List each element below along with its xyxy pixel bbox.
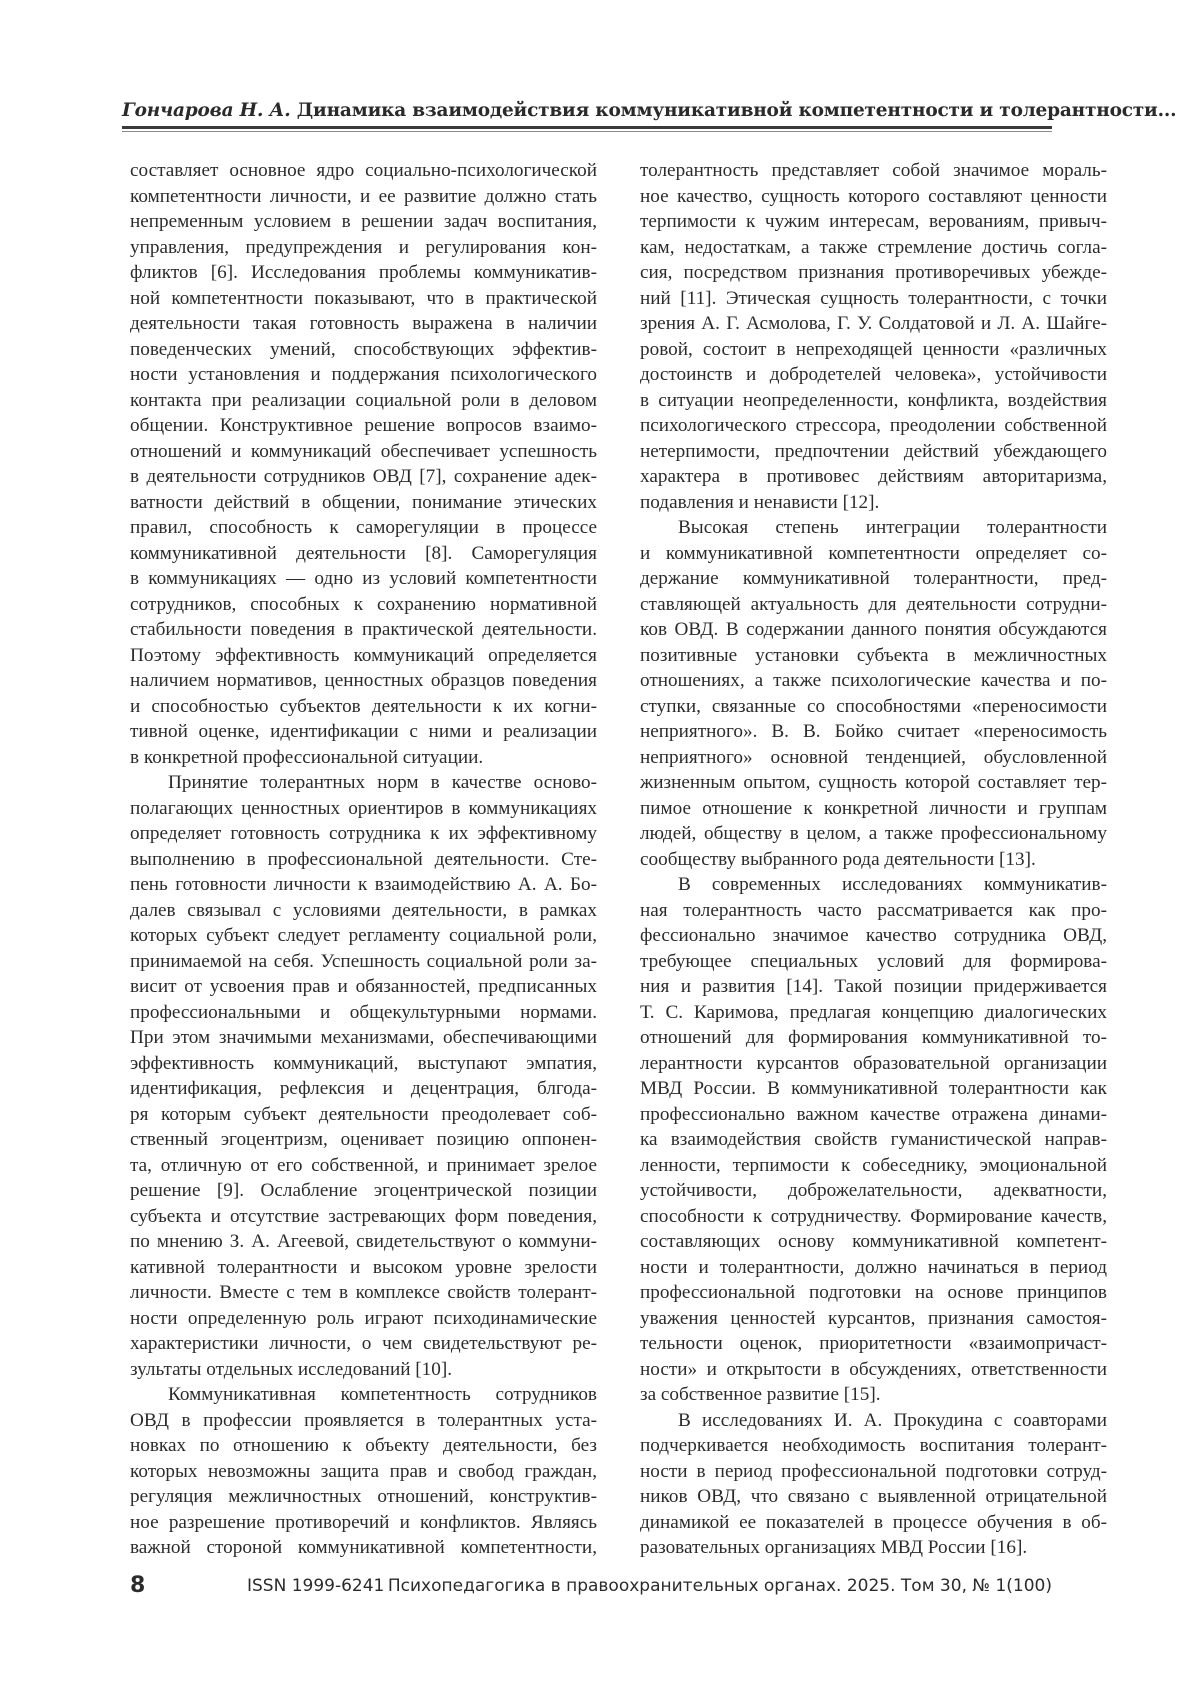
text-line: сотрудников, способных к сохранению нормативной <box>130 593 597 615</box>
text-line: ности установления и поддержания психологического <box>130 364 597 385</box>
text-line: принимаемой на себя. Успешность социальной роли за- <box>130 950 597 972</box>
text-line: отношений для формирования коммуникативной то- <box>640 1027 1107 1048</box>
text-line: отношений и коммуникаций обеспечивает успешность <box>130 440 597 462</box>
text-line: ной компетентности показывают, что в практической <box>130 287 597 309</box>
running-header <box>122 100 1177 121</box>
journal-citation: Психопедагогика в правоохранительных органах. 2025. Том 30, № 1(100) <box>387 1576 1052 1596</box>
text-line: контакта при реализации социальной роли в деловом <box>130 389 597 411</box>
text-line: регуляция межличностных отношений, конструктив- <box>130 1486 597 1507</box>
text-line: фликтов [6]. Исследования проблемы коммуникатив- <box>130 262 597 283</box>
text-line: В исследованиях И. А. Прокудина с соавторами <box>678 1409 1107 1431</box>
header-rule-thick <box>122 126 1052 129</box>
text-line: наличием нормативов, ценностных образцов поведения <box>130 670 597 691</box>
text-line: в деятельности сотрудников ОВД [7], сохранение адек- <box>130 466 597 487</box>
text-line: ков ОВД. В содержании данного понятия обсуждаются <box>640 619 1107 640</box>
text-line: ности в период профессиональной подготовки сотруд- <box>640 1460 1107 1482</box>
text-line: ников ОВД, что связано с выявленной отрицательной <box>640 1486 1107 1507</box>
text-line: В современных исследованиях коммуникатив- <box>678 874 1107 895</box>
text-line: ленности, терпимости к собеседнику, эмоциональной <box>640 1154 1107 1176</box>
text-line: которых субъект следует регламенту социальной роли, <box>130 925 597 946</box>
text-line: Высокая степень интеграции толерантности <box>678 517 1107 538</box>
text-line: Т. С. Каримова, предлагая концепцию диалогических <box>640 1001 1107 1023</box>
text-line: подчеркивается необходимость воспитания толерант- <box>640 1435 1107 1456</box>
text-line: При этом значимыми механизмами, обеспечивающими <box>130 1027 597 1048</box>
text-line: ровой, состоит в непреходящей ценности «различных <box>640 338 1107 360</box>
text-line: ности определенную роль играют психодинамические <box>130 1307 597 1329</box>
text-line: ставляющей актуальность для деятельности сотрудни- <box>640 593 1107 615</box>
text-line: полагающих ценностных ориентиров в коммуникациях <box>130 797 597 819</box>
text-line: неприятного» основной тенденцией, обусловленной <box>640 746 1107 768</box>
text-line: толерантность представляет собой значимое мораль- <box>640 160 1107 181</box>
text-line: сообществу выбранного рода деятельности [13]. <box>640 848 1036 870</box>
text-line: профессионально важном качестве отражена динами- <box>640 1103 1107 1125</box>
issn-label: ISSN 1999-6241 <box>247 1576 385 1596</box>
text-line: устойчивости, доброжелательности, адекватности, <box>640 1180 1107 1201</box>
page-number: 8 <box>130 1573 146 1598</box>
text-line: составляет основное ядро социально-психологической <box>130 160 597 181</box>
text-line: поведенческих умений, способствующих эффектив- <box>130 338 597 360</box>
text-line: характера в противовес действиям авторитаризма, <box>640 466 1107 487</box>
text-line: нетерпимости, предпочтении действий убеждающего <box>640 440 1107 462</box>
text-line: управления, предупреждения и регулирования кон- <box>130 236 597 258</box>
text-line: людей, обществу в целом, а также профессиональному <box>640 823 1107 844</box>
text-line: Поэтому эффективность коммуникаций определяется <box>130 644 597 666</box>
text-line: подавления и ненависти [12]. <box>640 491 880 513</box>
text-line: уважения ценностей курсантов, признания самостоя- <box>640 1307 1107 1329</box>
text-line: важной стороной коммуникативной компетентности, <box>130 1537 597 1558</box>
text-line: пень готовности личности к взаимодействию А. А. Бо- <box>130 874 597 895</box>
text-line: способности к сотрудничеству. Формирование качеств, <box>640 1205 1107 1227</box>
text-line: кативной толерантности и высоком уровне зрелости <box>130 1256 597 1278</box>
text-line: за собственное развитие [15]. <box>640 1384 881 1405</box>
header-author: Гончарова Н. А. <box>122 100 291 121</box>
text-line: правил, способность к саморегуляции в процессе <box>130 517 597 538</box>
text-line: жизненным опытом, сущность которой составляет тер- <box>640 772 1107 793</box>
text-line: ности и толерантности, должно начинаться в период <box>640 1256 1107 1278</box>
header-title: Динамика взаимодействия коммуникативной компетентности и толерантности... <box>296 100 1177 121</box>
text-line: и коммуникативной компетентности определяет со- <box>640 542 1107 564</box>
text-line: ОВД в профессии проявляется в толерантных уста- <box>130 1409 597 1431</box>
text-line: позитивные установки субъекта в межличностных <box>640 644 1107 666</box>
text-line: висит от усвоения прав и обязанностей, предписанных <box>130 976 597 997</box>
text-line: непременным условием в решении задач воспитания, <box>130 211 597 232</box>
text-line: деятельности такая готовность выражена в наличии <box>130 313 597 334</box>
text-line: неприятного». В. В. Бойко считает «переносимость <box>640 721 1107 742</box>
text-line: выполнению в профессиональной деятельности. Сте- <box>130 848 597 870</box>
text-line: тивной оценке, идентификации с ними и реализации <box>130 721 597 742</box>
text-line: в коммуникациях — одно из условий компетентности <box>130 568 597 589</box>
text-line: личности. Вместе с тем в комплексе свойств толерант- <box>130 1282 597 1303</box>
text-line: характеристики личности, о чем свидетельствуют ре- <box>130 1333 597 1354</box>
text-line: достоинств и добродетелей человека», устойчивости <box>640 364 1107 385</box>
text-line: пимое отношение к конкретной личности и группам <box>640 797 1107 819</box>
text-line: в конкретной профессиональной ситуации. <box>130 746 484 768</box>
text-line: кам, недостаткам, а также стремление достичь согла- <box>640 236 1107 258</box>
text-line: сия, посредством признания противоречивых убежде- <box>640 262 1107 283</box>
text-line: требующее специальных условий для формирова- <box>640 950 1107 972</box>
text-line: держание коммуникативной толерантности, пред- <box>640 568 1107 589</box>
text-line: психологического стрессора, преодолении собственной <box>640 415 1107 436</box>
text-line: в ситуации неопределенности, конфликта, воздействия <box>640 389 1107 411</box>
text-line: ступки, связанные со способностями «переносимости <box>640 695 1107 717</box>
right-text-column <box>640 158 1107 1561</box>
text-line: зультаты отдельных исследований [10]. <box>130 1358 453 1380</box>
text-line: эффективность коммуникаций, выступают эмпатия, <box>130 1052 597 1074</box>
text-line: лерантности курсантов образовательной организации <box>640 1052 1107 1074</box>
text-line: ная толерантность часто рассматривается как про- <box>640 899 1107 921</box>
text-line: коммуникативной деятельности [8]. Саморегуляция <box>130 542 597 564</box>
text-line: отношениях, а также психологические качества и по- <box>640 670 1107 691</box>
text-line: терпимости к чужим интересам, верованиям, привыч- <box>640 211 1107 232</box>
text-line: зрения А. Г. Асмолова, Г. У. Солдатовой и Л. А. Шайге- <box>640 313 1107 334</box>
text-line: которых невозможны защита прав и свобод граждан, <box>130 1460 597 1482</box>
text-line: составляющих основу коммуникативной компетент- <box>640 1231 1107 1252</box>
left-text-column <box>130 158 597 1561</box>
text-line: фессионально значимое качество сотрудника ОВД, <box>640 925 1107 946</box>
text-line: определяет готовность сотрудника к их эффективному <box>130 823 597 844</box>
text-line: МВД России. В коммуникативной толерантности как <box>640 1078 1107 1099</box>
text-line: Коммуникативная компетентность сотрудников <box>168 1384 597 1405</box>
text-line: та, отличную от его собственной, и принимает зрелое <box>130 1154 597 1176</box>
text-line: субъекта и отсутствие застревающих форм поведения, <box>130 1205 597 1227</box>
text-line: по мнению З. А. Агеевой, свидетельствуют о коммуни- <box>130 1231 597 1252</box>
text-line: тельности оценок, приоритетности «взаимопричаст- <box>640 1333 1107 1354</box>
text-line: компетентности личности, и ее развитие должно стать <box>130 185 597 207</box>
page-footer <box>130 1573 1052 1603</box>
text-line: ния и развития [14]. Такой позиции придерживается <box>640 976 1107 997</box>
text-line: ное качество, сущность которого составляют ценности <box>640 185 1107 207</box>
text-line: профессиональными и общекультурными нормами. <box>130 1001 597 1023</box>
text-line: решение [9]. Ослабление эгоцентрической позиции <box>130 1180 597 1201</box>
text-line: ственный эгоцентризм, оценивает позицию оппонен- <box>130 1129 597 1150</box>
text-line: ное разрешение противоречий и конфликтов. Являясь <box>130 1511 597 1533</box>
text-line: и способностью субъектов деятельности к их когни- <box>130 695 597 717</box>
text-line: ний [11]. Этическая сущность толерантности, с точки <box>640 287 1107 309</box>
text-line: профессиональной подготовки на основе принципов <box>640 1282 1107 1303</box>
text-line: ка взаимодействия свойств гуманистической направ- <box>640 1129 1107 1150</box>
text-line: разовательных организациях МВД России [16]. <box>640 1537 1028 1558</box>
text-line: ватности действий в общении, понимание этических <box>130 491 597 513</box>
text-line: новках по отношению к объекту деятельности, без <box>130 1435 597 1456</box>
header-rule-thin <box>122 131 1052 132</box>
text-line: далев связывал с условиями деятельности, в рамках <box>130 899 597 921</box>
text-line: идентификация, рефлексия и децентрация, блгода- <box>130 1078 597 1099</box>
text-line: стабильности поведения в практической деятельности. <box>130 619 597 640</box>
text-line: ности» и открытости в обсуждениях, ответственности <box>640 1358 1107 1380</box>
text-line: ря которым субъект деятельности преодолевает соб- <box>130 1103 597 1125</box>
text-line: динамикой ее показателей в процессе обучения в об- <box>640 1511 1107 1533</box>
text-line: Принятие толерантных норм в качестве осново- <box>168 772 597 793</box>
text-line: общении. Конструктивное решение вопросов взаимо- <box>130 415 597 436</box>
